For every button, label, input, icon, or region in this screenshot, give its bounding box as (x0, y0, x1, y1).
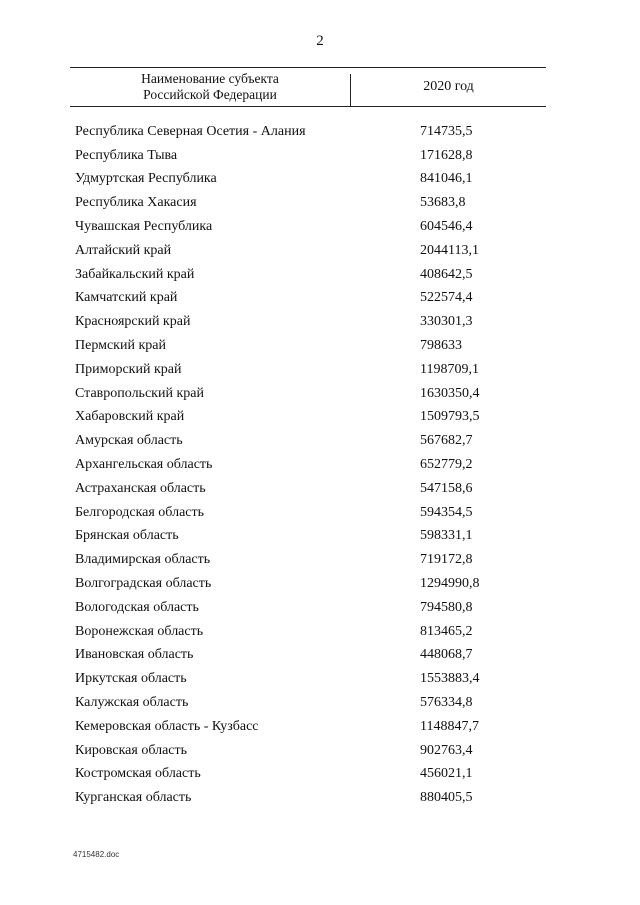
subject-value: 448068,7 (420, 647, 473, 663)
table-row (75, 406, 515, 430)
table-row (75, 786, 515, 810)
subject-value: 902763,4 (420, 742, 473, 758)
subject-name: Белгородская область (75, 504, 205, 520)
table-row (75, 596, 515, 620)
table-row (75, 358, 515, 382)
table-row (75, 667, 515, 691)
subject-name: Калужская область (75, 695, 189, 711)
subject-value: 598331,1 (420, 528, 473, 544)
subject-value: 1553883,4 (420, 671, 480, 687)
table-row (75, 477, 515, 501)
subject-name: Курганская область (75, 790, 192, 806)
subject-name: Ставропольский край (75, 385, 204, 401)
subject-value: 594354,5 (420, 504, 473, 520)
subject-value: 714735,5 (420, 123, 473, 139)
subject-name: Кировская область (75, 742, 188, 758)
table-row (75, 120, 515, 144)
subject-value: 813465,2 (420, 623, 473, 639)
subject-name: Воронежская область (75, 623, 204, 639)
table-row (75, 263, 515, 287)
subject-name: Костромская область (75, 766, 201, 782)
subject-name: Красноярский край (75, 314, 191, 330)
subject-value: 1509793,5 (420, 409, 480, 425)
subject-name: Удмуртская Республика (75, 171, 217, 187)
table-body (75, 120, 515, 810)
subject-value: 1630350,4 (420, 385, 480, 401)
table-row (75, 548, 515, 572)
subject-value: 330301,3 (420, 314, 473, 330)
subject-name: Волгоградская область (75, 576, 212, 592)
subject-name: Пермский край (75, 338, 166, 354)
document-code: 4715482.doc (73, 850, 120, 859)
header-subject-name (70, 71, 350, 103)
table-row (75, 239, 515, 263)
subject-value: 880405,5 (420, 790, 473, 806)
subject-name: Республика Северная Осетия - Алания (75, 123, 306, 139)
subject-value: 794580,8 (420, 599, 473, 615)
subject-value: 1198709,1 (420, 361, 479, 377)
table-row (75, 715, 515, 739)
page-number: 2 (316, 33, 324, 49)
subject-name: Владимирская область (75, 552, 211, 568)
table-row (75, 334, 515, 358)
subject-name: Алтайский край (75, 242, 172, 258)
table-row (75, 144, 515, 168)
table-row (75, 429, 515, 453)
subject-value: 798633 (420, 338, 462, 354)
subject-value: 2044113,1 (420, 242, 479, 258)
subject-name: Кемеровская область - Кузбасс (75, 718, 259, 734)
table-row (75, 168, 515, 192)
subject-name: Чувашская Республика (75, 219, 213, 235)
header-year: 2020 год (423, 79, 474, 94)
table-row (75, 215, 515, 239)
subject-value: 652779,2 (420, 457, 473, 473)
subject-name: Амурская область (75, 433, 183, 449)
table-row (75, 382, 515, 406)
table-row (75, 572, 515, 596)
subject-value: 604546,4 (420, 219, 473, 235)
subject-value: 1148847,7 (420, 718, 479, 734)
subject-name: Брянская область (75, 528, 179, 544)
table-row (75, 525, 515, 549)
subject-name: Забайкальский край (75, 266, 195, 282)
subject-value: 53683,8 (420, 195, 466, 211)
subject-value: 456021,1 (420, 766, 473, 782)
subject-value: 1294990,8 (420, 576, 480, 592)
header-subject-line2: Российской Федерации (143, 87, 277, 102)
table-row (75, 620, 515, 644)
subject-name: Вологодская область (75, 599, 199, 615)
subject-value: 719172,8 (420, 552, 473, 568)
table-row (75, 191, 515, 215)
subject-name: Архангельская область (75, 457, 213, 473)
subject-value: 547158,6 (420, 480, 473, 496)
subject-name: Республика Тыва (75, 147, 178, 163)
subject-name: Астраханская область (75, 480, 206, 496)
subject-value: 171628,8 (420, 147, 473, 163)
subject-name: Камчатский край (75, 290, 178, 306)
table-header (70, 67, 546, 107)
subject-name: Приморский край (75, 361, 182, 377)
table-row (75, 691, 515, 715)
table-row (75, 644, 515, 668)
subject-name: Хабаровский край (75, 409, 185, 425)
table-row (75, 739, 515, 763)
subject-name: Республика Хакасия (75, 195, 197, 211)
subject-value: 522574,4 (420, 290, 473, 306)
subject-name: Иркутская область (75, 671, 187, 687)
table-row (75, 310, 515, 334)
subject-name: Ивановская область (75, 647, 194, 663)
subject-value: 567682,7 (420, 433, 473, 449)
table-row (75, 501, 515, 525)
subject-value: 841046,1 (420, 171, 473, 187)
table-row (75, 287, 515, 311)
subject-value: 576334,8 (420, 695, 473, 711)
table-row (75, 763, 515, 787)
subject-value: 408642,5 (420, 266, 473, 282)
header-subject-line1: Наименование субъекта (141, 71, 279, 86)
table-row (75, 453, 515, 477)
